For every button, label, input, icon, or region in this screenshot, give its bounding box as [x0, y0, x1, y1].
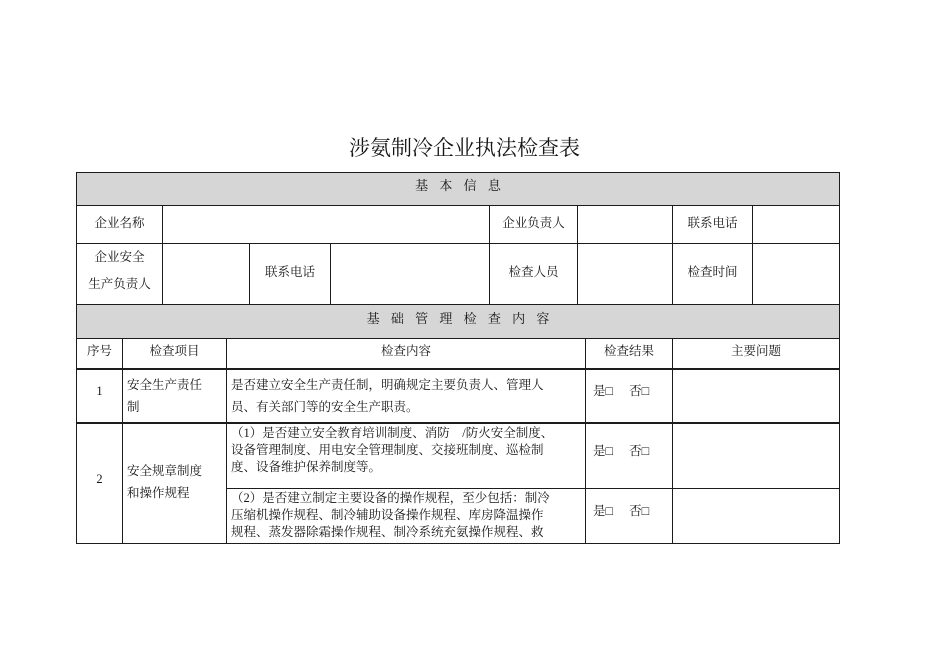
inspector-label: 检查人员	[489, 243, 578, 305]
basic-info-section-header: 基 本 信 息	[76, 172, 840, 206]
company-phone-label: 联系电话	[672, 205, 753, 244]
item-1-project-line: 制	[127, 399, 140, 414]
inspection-time-label: 检查时间	[672, 243, 753, 305]
result-yes-option: 是□	[593, 444, 614, 458]
item-2-check-1-problems	[672, 423, 840, 489]
company-name-label: 企业名称	[76, 205, 163, 244]
col-header-content: 检查内容	[226, 338, 586, 369]
safety-head-phone-value	[330, 243, 490, 305]
safety-head-value	[162, 243, 250, 305]
item-2-project-line: 和操作规程	[127, 485, 190, 500]
item-2-check-2-content-line: 规程、蒸发器除霜操作规程、制冷系统充氨操作规程、救	[231, 525, 544, 539]
result-yes-option: 是□	[593, 384, 614, 398]
col-header-problems: 主要问题	[672, 338, 840, 369]
item-2-project-line: 安全规章制度	[127, 463, 203, 478]
result-no-option: 否□	[629, 504, 650, 518]
item-2-check-1-content-line: 度、设备维护保养制度等。	[231, 460, 382, 474]
item-1-content	[226, 369, 586, 423]
item-1-result	[585, 369, 673, 423]
company-name-value	[162, 205, 490, 244]
result-yes-option: 是□	[593, 504, 614, 518]
company-head-label: 企业负责人	[489, 205, 578, 244]
inspector-value	[577, 243, 673, 305]
item-2-check-1-content-line: （1）是否建立安全教育培训制度、消防 /防火安全制度、	[231, 426, 554, 440]
document-title: 涉氨制冷企业执法检查表	[349, 136, 580, 160]
item-2-check-1-result	[585, 423, 673, 489]
item-1-no: 1	[76, 369, 123, 423]
item-1-content-line: 是否建立安全生产责任制，明确规定主要负责人、管理人	[231, 377, 544, 392]
item-2-check-1-content-line: 设备管理制度、用电安全管理制度、交接班制度、巡检制	[231, 443, 544, 457]
item-2-no: 2	[76, 423, 123, 544]
item-1-project	[122, 369, 227, 423]
col-header-no: 序号	[76, 338, 123, 369]
management-check-section-header: 基 础 管 理 检 查 内 容	[76, 304, 840, 339]
item-1-content-line: 员、有关部门等的安全生产职责。	[231, 399, 419, 414]
col-header-result: 检查结果	[585, 338, 673, 369]
safety-head-label-line: 企业安全	[94, 249, 145, 264]
safety-head-phone-label: 联系电话	[249, 243, 331, 305]
inspection-time-value	[752, 243, 840, 305]
item-2-check-1-content	[226, 423, 586, 489]
company-head-value	[577, 205, 673, 244]
safety-head-label-line: 生产负责人	[88, 276, 151, 291]
col-header-item: 检查项目	[122, 338, 227, 369]
item-1-project-line: 安全生产责任	[127, 377, 203, 392]
item-2-check-2-content	[226, 488, 586, 544]
safety-head-label	[76, 243, 163, 305]
item-2-check-2-problems	[672, 488, 840, 544]
item-2-check-2-content-line: （2）是否建立制定主要设备的操作规程，至少包括：制冷	[231, 491, 550, 505]
item-2-project	[122, 423, 227, 544]
company-phone-value	[752, 205, 840, 244]
item-2-check-2-result	[585, 488, 673, 544]
item-2-check-2-content-line: 压缩机操作规程、制冷辅助设备操作规程、库房降温操作	[231, 508, 544, 522]
result-no-option: 否□	[629, 444, 650, 458]
item-1-problems	[672, 369, 840, 423]
result-no-option: 否□	[629, 384, 650, 398]
